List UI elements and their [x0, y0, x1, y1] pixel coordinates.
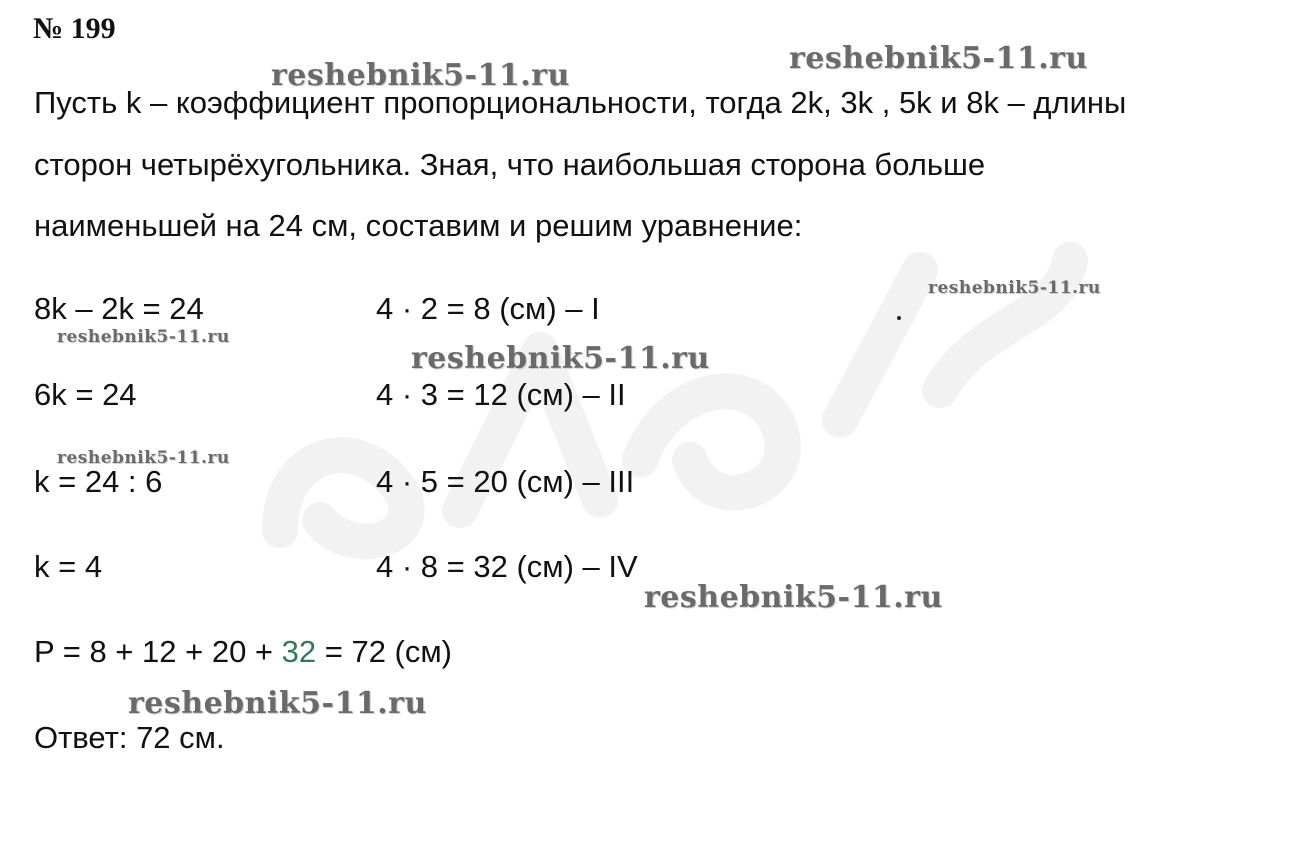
equation-step: 6k = 24 — [34, 377, 137, 412]
site-watermark: reshebnik5-11.ru — [57, 327, 230, 347]
problem-number: № 199 — [33, 12, 116, 45]
site-watermark: reshebnik5-11.ru — [57, 448, 230, 468]
site-watermark: reshebnik5-11.ru — [271, 58, 570, 93]
perimeter-highlight: 32 — [281, 634, 317, 669]
site-watermark: reshebnik5-11.ru — [411, 341, 710, 376]
site-watermark: reshebnik5-11.ru — [644, 580, 943, 615]
intro-line: сторон четырёхугольника. Зная, что наибольшая сторона больше — [34, 147, 986, 182]
equation-step: k = 24 : 6 — [34, 464, 163, 499]
perimeter-suffix: = 72 (см) — [316, 634, 453, 669]
intro-line: Пусть k – коэффициент пропорциональности, тогда 2k, 3k , 5k и 8k – длины — [34, 85, 1127, 120]
site-watermark: reshebnik5-11.ru — [928, 278, 1101, 298]
side-calculation: 4 · 2 = 8 (см) – I — [376, 291, 600, 326]
perimeter-line — [34, 636, 452, 667]
side-calculation: 4 · 5 = 20 (см) – III — [376, 464, 635, 499]
background-stamp-watermark — [240, 200, 1100, 584]
equation-step: k = 4 — [34, 549, 103, 584]
site-watermark: reshebnik5-11.ru — [789, 41, 1088, 76]
equation-step: 8k – 2k = 24 — [34, 291, 204, 326]
site-watermark: reshebnik5-11.ru — [128, 686, 427, 721]
intro-line: наименьшей на 24 см, составим и решим уравнение: — [34, 208, 803, 243]
perimeter-prefix: P = 8 + 12 + 20 + — [34, 634, 282, 669]
answer: Ответ: 72 см. — [34, 720, 225, 755]
stray-dot — [897, 316, 901, 320]
side-calculation: 4 · 8 = 32 (см) – IV — [376, 549, 638, 584]
side-calculation: 4 · 3 = 12 (см) – II — [376, 377, 626, 412]
